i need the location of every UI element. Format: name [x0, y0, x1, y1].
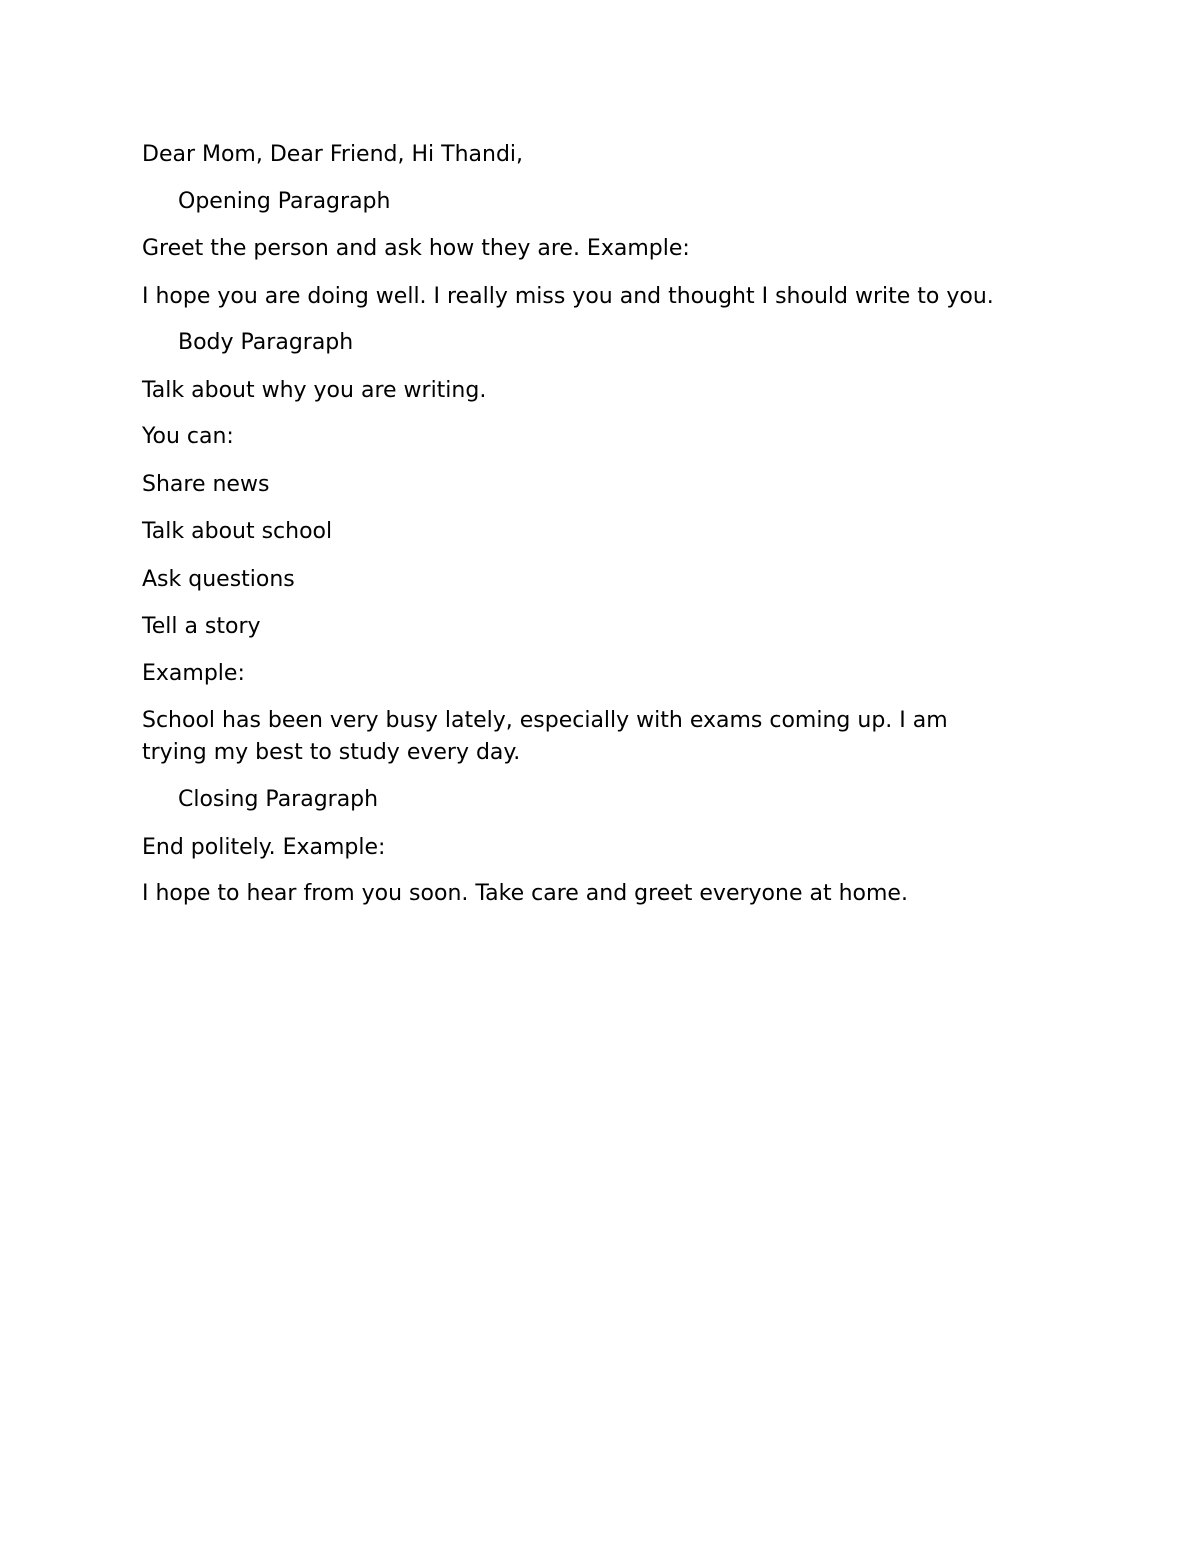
option-item: Talk about school — [142, 519, 333, 544]
body-paragraph-heading: Body Paragraph — [178, 330, 354, 355]
body-example-label: Example: — [142, 661, 245, 686]
closing-example: I hope to hear from you soon. Take care and greet everyone at home. — [142, 881, 908, 906]
you-can-label: You can: — [142, 424, 234, 449]
closing-instruction: End politely. Example: — [142, 835, 386, 860]
opening-instruction: Greet the person and ask how they are. Example: — [142, 236, 690, 261]
body-example-line-2: trying my best to study every day. — [142, 740, 521, 765]
body-instruction: Talk about why you are writing. — [142, 378, 487, 403]
closing-paragraph-heading: Closing Paragraph — [178, 787, 379, 812]
opening-paragraph-heading: Opening Paragraph — [178, 189, 391, 214]
option-item: Share news — [142, 472, 270, 497]
opening-example: I hope you are doing well. I really miss you and thought I should write to you. — [142, 284, 994, 309]
salutation: Dear Mom, Dear Friend, Hi Thandi, — [142, 142, 524, 167]
body-example-line-1: School has been very busy lately, especially with exams coming up. I am — [142, 708, 948, 733]
option-item: Tell a story — [142, 614, 261, 639]
option-item: Ask questions — [142, 567, 295, 592]
